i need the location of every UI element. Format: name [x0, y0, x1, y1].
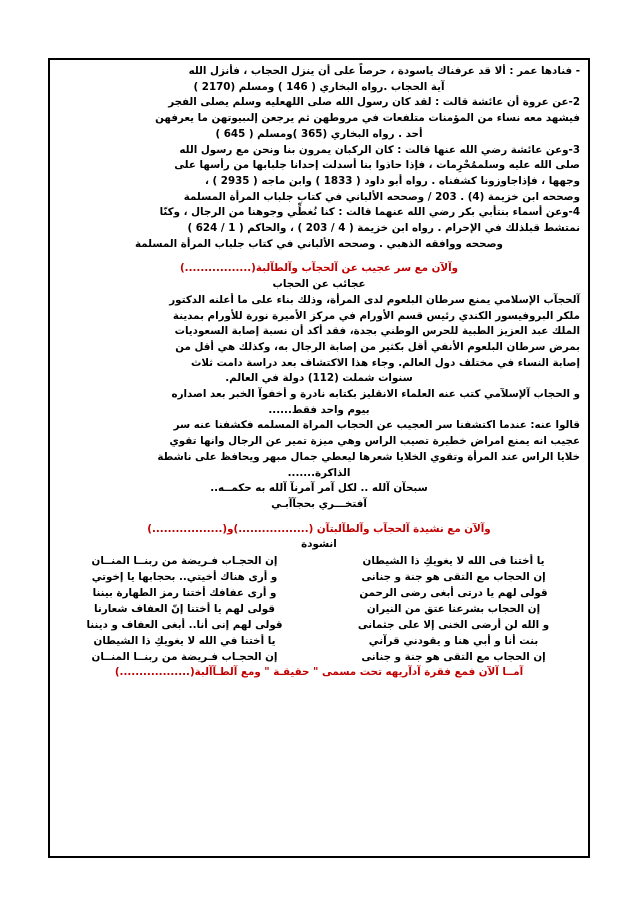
anthem-verses	[58, 553, 580, 665]
paragraph-line: إصابة النساء في مختلف دول العالم. وجاء هذا الاكتشاف بعد دراسة دامت ثلاث	[191, 356, 580, 369]
paragraph-line: ملكر البروفيسور الكندي رئيس قسم الأورام في مركز الأميرة نورة للأورام بمدينة	[172, 309, 580, 322]
verse-right: و الله لن أرضى الخنى إلا على جثمانى	[357, 619, 550, 632]
verse-right: إن الحجاب بشرعنا عتق من النيران	[366, 603, 541, 616]
paragraph-line: عجيب انه يمنع امراض خطيرة تصيب الراس وهي ميزة تمير عن الرجال وانها تقوي	[169, 435, 580, 448]
hadith-line: - فنادها عمر : ألا قد عرفناك ياسودة ، حرصاً على أن ينزل الحجاب ، فأنزل الله	[188, 65, 580, 77]
verse-left: و أرى هناك أخيتي.. بحجابها يا إخوتي	[91, 571, 278, 584]
hadith-line: فيشهد معه نساء من المؤمنات متلفعات في مروطهن ثم يرجعن إلىبيوتهن ما يعرفهن	[155, 112, 580, 125]
footer-next-segment: آمــا آلآن فمع فقرة آدآريهه تحت مسمى " حقيقـة " ومع آلطـآآلبة(..................)	[114, 666, 524, 679]
verse-left: و أرى عفافك أختنا رمز الطهارة بيننا	[92, 587, 277, 600]
paragraph-line: آلحجآب الإسلامي يمنع سرطان البلعوم لدى المرأة، وذلك بناء على ما أعلنه الدكتور	[169, 293, 580, 306]
paragraph-line: بيوم واحد فقط......	[268, 403, 370, 416]
closing-line-subhan: سبحآن آلله .. لكل آمر آمرنآ آلله به حكمــه..	[210, 482, 428, 495]
verse-left: قولى لهم يا أختنا إنّ العفاف شعارنا	[94, 603, 275, 616]
verse-right: بنت أنا و أبي هنا و يقودني قرآني	[368, 635, 539, 648]
verse-left: إن الحجـاب فـريضة من ربنــا المنــان	[91, 651, 278, 664]
verse-right: إن الحجاب مع التقى هو جنة و جنانى	[361, 651, 546, 664]
verse-left: قولى لهم إنى أنا.. أبغى العفاف و ديننا	[86, 619, 283, 632]
hadith-line: وصححه ابن خزيمة (4) . 203 / وصححه الألباني في كتاب جلباب المرأة المسلمة	[183, 190, 580, 203]
paragraph-line: بمرض سرطان البلعوم الأنفي أقل بكثير من إصابة الرجال به، وكذلك هي أقل من	[175, 340, 580, 353]
paragraph-line: خلايا الراس عند المرأة وتقوي الخلايا شعرها ليعطي جمال مبهر ويحافظ على ناشطة	[157, 450, 580, 463]
paragraph-line: الذاكرة.......	[287, 466, 351, 479]
document-page	[48, 58, 590, 858]
hadith-line: 4-وعن أسماء بنتأبي بكر رضي الله عنهما قالت : كنا نُغطِّي وجوهنا من الرجال ، وكنّا	[159, 206, 580, 219]
paragraph-cancer-study	[58, 293, 580, 387]
verse-left: إن الحجـاب فـريضة من ربنــا المنــان	[91, 555, 278, 568]
paragraph-quote	[58, 418, 580, 481]
section-heading-anthem: وآلآن مع نشيدة آلحجآب وآلطآلبتآن (..................)و(..................)	[147, 522, 491, 535]
hadith-section	[58, 64, 580, 252]
hadith-line: نمتشط قبلذلك في الإحرام . رواه ابن خزيمة ( 4 / 203 ) ، والحاكم ( 1 / 624 )	[187, 222, 580, 235]
subheading-hijab-wonders: عجائب عن الحجاب	[272, 278, 366, 291]
anthem-title: انشودة	[301, 538, 337, 551]
hadith-line: آية الحجاب .رواه البخاري ( 146 ) ومسلم (2170 )	[193, 80, 445, 93]
hadith-line: 2-عن عروة أن عائشة قالت : لقد كان رسول الله صلى اللهعليه وسلم يصلى الفجر	[168, 96, 580, 109]
paragraph-line: الملك عبد العزيز الطبية للحرس الوطني بجدة، فقد أكد أن نسبة إصابة السعوديات	[174, 325, 580, 338]
paragraph-english-scientists	[58, 387, 580, 418]
closing-line-pride: آفتخـــري بحجآآبـي	[271, 497, 367, 510]
section-heading-hijab-secret: وآلآن مع سر عجيب عن آلحجآب وآلطآلبة(.................)	[179, 262, 459, 275]
verse-left: يا أختنا في الله لا يغويكِ ذا الشيطان	[93, 635, 276, 648]
verse-right: قولى لهم يا درتى أبغى رضى الرحمن	[359, 587, 548, 600]
hadith-line: 3-وعن عائشة رضي الله عنها قالت : كان الركبان يمرون بنا ونحن مع رسول الله	[179, 143, 580, 156]
paragraph-line: و الحجاب آلإسلآمي كتب عنه العلماء الانقليز بكتابه نادرة و أخفوآ الخبر بعد اصداره	[171, 388, 580, 401]
hadith-line: أحد . رواه البخاري (365 )ومسلم ( 645 )	[215, 127, 423, 140]
verse-right: إن الحجاب مع التقى هو جنة و جنانى	[361, 571, 546, 584]
hadith-line: صلى الله عليه وسلممُحْرِمات ، فإذا حاذوا بنا أسدلت إحدانا جلبابها من رأسها على	[174, 159, 580, 172]
hadith-line: وجهها ، فإذاجاوزونا كشفناه . رواه أبو داود ( 1833 ) وابن ماجه ( 2935 ) ،	[204, 174, 580, 187]
paragraph-line: سنوات شملت (112) دولة في العالم.	[225, 372, 413, 385]
paragraph-line: قالوا عنه: عندما اكتشفنا سر العجيب عن الحجاب المراة المسلمه فكشفنا عنه سر	[173, 419, 580, 432]
verse-right: يا أختنا فى الله لا يغويكِ ذا الشيطان	[362, 555, 545, 568]
hadith-line: وصححه ووافقه الذهبي . وصححه الألباني في كتاب جلباب المرأة المسلمة	[135, 237, 503, 250]
